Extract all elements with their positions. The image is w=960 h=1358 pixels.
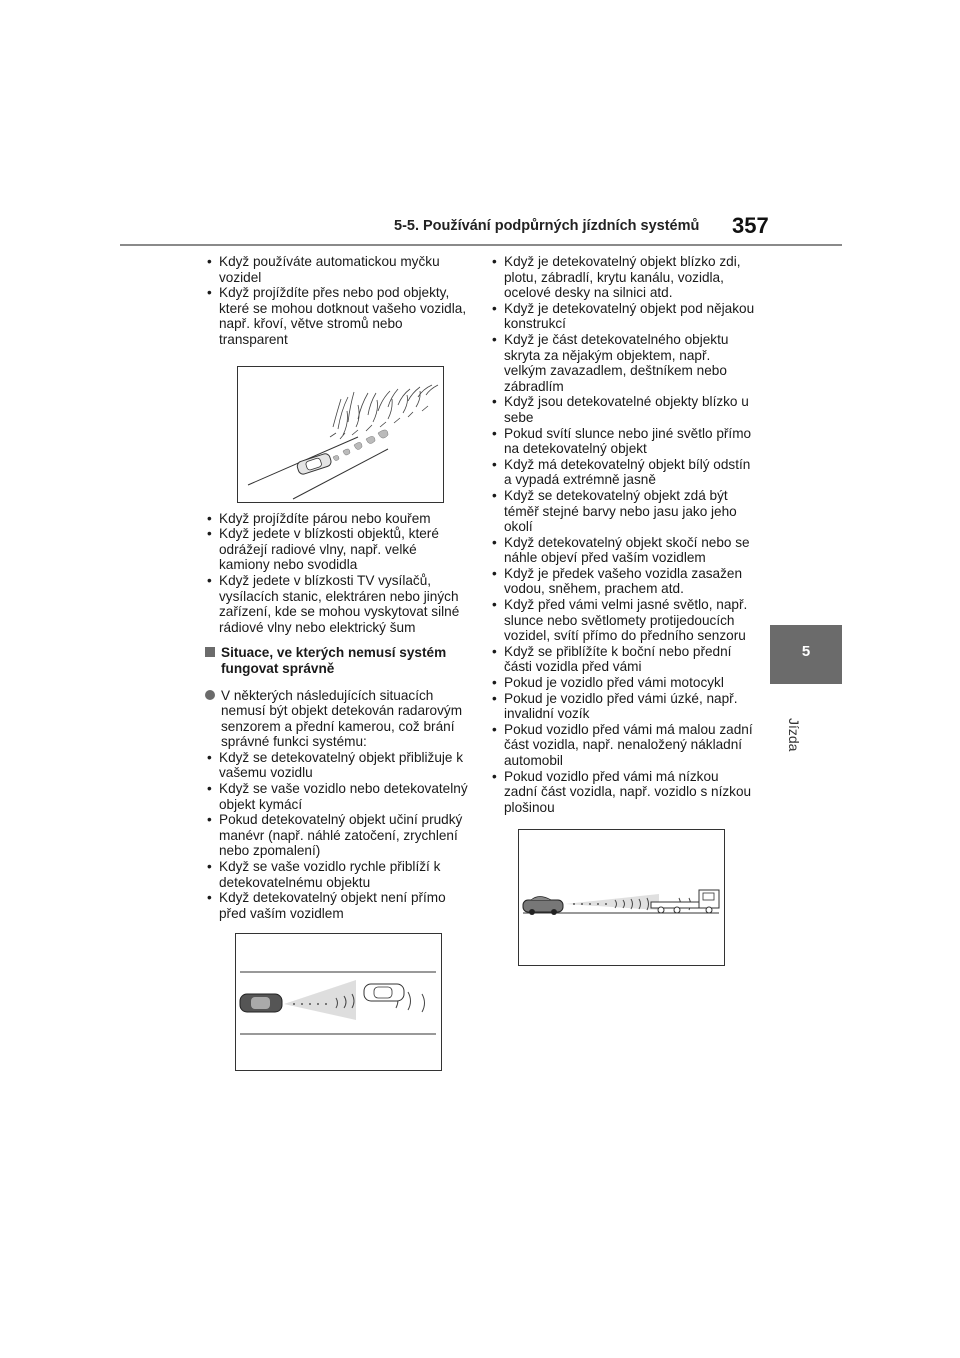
list-item: • Když je detekovatelný objekt pod nějakou konstrukcí: [490, 301, 755, 332]
list-item: • Pokud vozidlo před vámi má nízkou zadní část vozidla, např. vozidlo s nízkou plošinou: [490, 769, 755, 816]
square-bullet-icon: [205, 647, 215, 657]
list-item: • Když je detekovatelný objekt blízko zdi, plotu, zábradlí, krytu kanálu, vozidla, ocelové desky na silnici atd.: [490, 254, 755, 301]
list-item: • Pokud detekovatelný objekt učiní prudký manévr (např. náhlé zatočení, zrychlení nebo zpomalení): [205, 812, 470, 859]
right-column: [490, 254, 755, 966]
chapter-number: 5: [801, 643, 811, 660]
list-item: • Když projíždíte párou nebo kouřem: [205, 511, 470, 527]
list-item: • Když jsou detekovatelné objekty blízko u sebe: [490, 394, 755, 425]
header-rule: [120, 244, 842, 246]
section-heading-text: Situace, ve kterých nemusí systém fungovat správně: [221, 645, 447, 676]
section-heading: [205, 645, 470, 676]
list-item: • Když jedete v blízkosti TV vysílačů, vysílacích stanic, elektráren nebo jiných zařízení, kde se mohou vyskytovat silné rádiové vlny nebo elektrický šum: [205, 573, 470, 635]
list-item: • Pokud je vozidlo před vámi motocykl: [490, 675, 755, 691]
list-item: • Když detekovatelný objekt není přímo před vaším vozidlem: [205, 890, 470, 921]
list-item: • Když se vaše vozidlo rychle přiblíží k detekovatelnému objektu: [205, 859, 470, 890]
list-item: • Když se detekovatelný objekt přibližuje k vašemu vozidlu: [205, 750, 470, 781]
intro-paragraph-text: V některých následujících situacích nemusí být objekt detekován radarovým senzorem a přední kamerou, což brání správné funkci systému:: [221, 687, 463, 750]
list-item: • Když detekovatelný objekt skočí nebo se náhle objeví před vaším vozidlem: [490, 535, 755, 566]
bullet-list-right: [490, 254, 755, 815]
list-item: • Když se přiblížíte k boční nebo přední části vozidla před vámi: [490, 644, 755, 675]
bullet-list-2: [205, 511, 470, 636]
list-item: • Když projíždíte přes nebo pod objekty, které se mohou dotknout vašeho vozidla, např. křoví, větve stromů nebo transparent: [205, 285, 470, 347]
left-column: [205, 254, 470, 1071]
list-item: • Pokud svítí slunce nebo jiné světlo přímo na detekovatelný objekt: [490, 426, 755, 457]
list-item: • Pokud vozidlo před vámi má malou zadní část vozidla, např. nenaložený nákladní automobil: [490, 722, 755, 769]
list-item: • Když se vaše vozidlo nebo detekovatelný objekt kymácí: [205, 781, 470, 812]
intro-paragraph: [205, 688, 470, 750]
page-number: 357: [732, 213, 769, 238]
figure-low-truck: [518, 829, 725, 966]
circle-bullet-icon: [205, 690, 215, 700]
figure-bushes: [237, 366, 444, 503]
bullet-list-3: [205, 750, 470, 922]
chapter-tab: [770, 625, 842, 684]
bullet-list-1: [205, 254, 470, 348]
list-item: • Když se detekovatelný objekt zdá být téměř stejné barvy nebo jasu jako jeho okolí: [490, 488, 755, 535]
figure-offset-vehicle: [235, 933, 442, 1071]
list-item: • Když je část detekovatelného objektu skryta za nějakým objektem, např. velkým zavazadlem, deštníkem nebo zábradlím: [490, 332, 755, 394]
list-item: • Když před vámi velmi jasné světlo, např. slunce nebo světlomety protijedoucích vozidel, svítí přímo do předního senzoru: [490, 597, 755, 644]
list-item: • Pokud je vozidlo před vámi úzké, např. invalidní vozík: [490, 691, 755, 722]
list-item: • Když používáte automatickou myčku vozidel: [205, 254, 470, 285]
list-item: • Když je předek vašeho vozidla zasažen vodou, sněhem, prachem atd.: [490, 566, 755, 597]
chapter-label: Jízda: [786, 718, 802, 752]
list-item: • Když jedete v blízkosti objektů, které odrážejí radiové vlny, např. velké kamiony nebo svodidla: [205, 526, 470, 573]
section-title: 5-5. Používání podpůrných jízdních systémů: [394, 218, 700, 234]
list-item: • Když má detekovatelný objekt bílý odstín a vypadá extrémně jasně: [490, 457, 755, 488]
